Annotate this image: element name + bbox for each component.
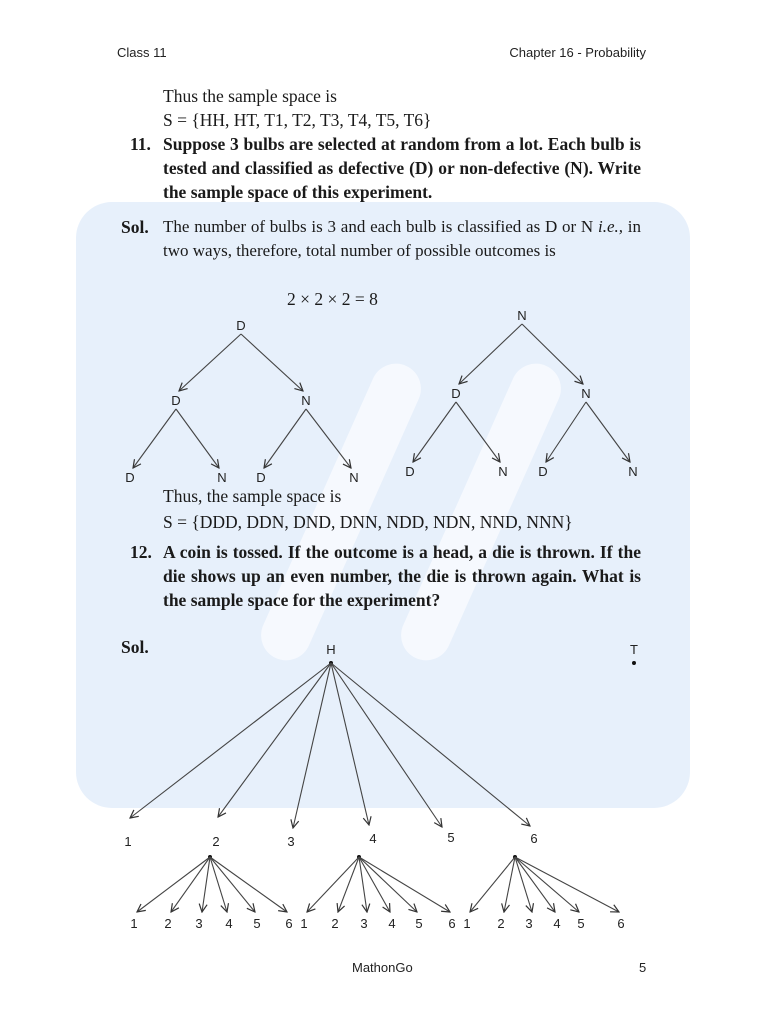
- tree-rethrow-edge: [210, 857, 227, 912]
- solution-11-label: Sol.: [121, 217, 149, 237]
- tree-die-second-outcome: 3: [525, 916, 533, 931]
- tree-die-second-outcome: 4: [225, 916, 233, 931]
- tree-coin-tail: T: [630, 642, 638, 657]
- tree-left-edge: [133, 409, 176, 468]
- tree-rethrow-edge: [359, 857, 417, 912]
- tree-die-second-outcome: 1: [463, 916, 471, 931]
- tree-right-edge: [413, 402, 456, 462]
- tree-die-first-outcome: 6: [530, 831, 538, 846]
- tree-die-second-outcome: 5: [415, 916, 423, 931]
- tree-die-second-outcome: 4: [553, 916, 561, 931]
- tree-rethrow-edge: [137, 857, 210, 912]
- tree-rethrow-edge: [515, 857, 579, 912]
- tree-left-edge: [241, 334, 303, 391]
- header-class: Class 11: [117, 45, 167, 60]
- footer-brand: MathonGo: [352, 960, 413, 975]
- tree-right-level2-node: N: [498, 464, 508, 479]
- tree-coin-head: H: [326, 642, 336, 657]
- tree-die-second-outcome: 3: [195, 916, 203, 931]
- tree-die-second-outcome: 2: [164, 916, 172, 931]
- tree-left-level1-node: D: [171, 393, 181, 408]
- prev-sample-space: S = {HH, HT, T1, T2, T3, T4, T5, T6}: [163, 110, 432, 130]
- tree-die-second-outcome: 6: [617, 916, 625, 931]
- tree-right-level1-node: D: [451, 386, 461, 401]
- tree-rethrow-edge: [515, 857, 619, 912]
- tree-die-second-outcome: 6: [285, 916, 293, 931]
- tree-left-level2-node: D: [256, 470, 266, 485]
- tree-rethrow-edge: [307, 857, 359, 912]
- tree-left-edge: [306, 409, 351, 468]
- header-chapter: Chapter 16 - Probability: [509, 45, 646, 60]
- question-12-number: 12.: [130, 542, 152, 562]
- tree-right-level2-node: N: [628, 464, 638, 479]
- tree-left-level1-node: N: [301, 393, 311, 408]
- tree-rethrow-edge: [359, 857, 367, 912]
- tree-die-second-outcome: 5: [577, 916, 585, 931]
- tree-left-edge: [176, 409, 219, 468]
- tree-die-first-outcome: 3: [287, 834, 295, 849]
- tree-rethrow-edge: [515, 857, 555, 912]
- tree-die-first-outcome: 4: [369, 831, 377, 846]
- solution-11-conclusion: Thus, the sample space is: [163, 486, 342, 506]
- tree-right-root: N: [517, 308, 527, 323]
- tree-left-level2-node: N: [349, 470, 359, 485]
- tree-left-level2-node: N: [217, 470, 227, 485]
- tree-die-second-outcome: 4: [388, 916, 396, 931]
- tree-die-second-outcome: 6: [448, 916, 456, 931]
- tree-die-edge: [331, 663, 530, 826]
- tree-left-level2-node: D: [125, 470, 135, 485]
- tree-rethrow-edge: [470, 857, 515, 912]
- tree-die-second-outcome: 3: [360, 916, 368, 931]
- tree-die-first-outcome: 5: [447, 830, 455, 845]
- tree-die-edge: [331, 663, 369, 825]
- solution-12-label: Sol.: [121, 637, 149, 657]
- tree-die-second-outcome: 1: [300, 916, 308, 931]
- tree-die-second-outcome: 2: [497, 916, 505, 931]
- tree-rethrow-edge: [359, 857, 450, 912]
- tree-coin-tail-dot: [632, 661, 636, 665]
- tree-right-edge: [522, 324, 583, 384]
- tree-right-edge: [459, 324, 522, 384]
- tree-die-second-outcome: 2: [331, 916, 339, 931]
- tree-left-root: D: [236, 318, 246, 333]
- tree-right-edge: [456, 402, 500, 462]
- tree-rethrow-edge: [338, 857, 359, 912]
- tree-rethrow-edge: [171, 857, 210, 912]
- tree-rethrow-edge: [359, 857, 390, 912]
- tree-die-edge: [331, 663, 442, 827]
- question-12-text: A coin is tossed. If the outcome is a head, a die is thrown. If the die shows up an even number, the die is thrown again. What is the sample space for the experiment?: [163, 542, 641, 610]
- tree-rethrow-edge: [504, 857, 515, 912]
- tree-die-first-outcome: 2: [212, 834, 220, 849]
- tree-die-second-outcome: 1: [130, 916, 138, 931]
- tree-die-edge: [218, 663, 331, 817]
- solution-11-equation: 2 × 2 × 2 = 8: [287, 289, 378, 309]
- tree-right-edge: [586, 402, 630, 462]
- tree-right-level2-node: D: [538, 464, 548, 479]
- tree-die-second-outcome: 5: [253, 916, 261, 931]
- solution-11-sample-space: S = {DDD, DDN, DND, DNN, NDD, NDN, NND, NNN}: [163, 512, 573, 532]
- footer-page-number: 5: [639, 960, 647, 975]
- tree-rethrow-edge: [202, 857, 210, 912]
- tree-right-level2-node: D: [405, 464, 415, 479]
- tree-left-edge: [264, 409, 306, 468]
- solution-11-text-b: in two ways, therefore, total number of possible outcomes is: [163, 217, 641, 260]
- prev-conclusion: Thus the sample space is: [163, 86, 337, 106]
- tree-right-edge: [546, 402, 586, 462]
- solution-11-text-a: The number of bulbs is 3 and each bulb is classified as D or N: [163, 217, 598, 236]
- tree-left-edge: [179, 334, 241, 391]
- question-11-number: 11.: [130, 134, 151, 154]
- tree-right-level1-node: N: [581, 386, 591, 401]
- solution-11-text-ie: i.e.,: [597, 217, 623, 236]
- tree-die-first-outcome: 1: [124, 834, 132, 849]
- question-11-text: Suppose 3 bulbs are selected at random from a lot. Each bulb is tested and classified as defective (D) or non-defective (N). Write the sample space of this experiment.: [163, 134, 641, 202]
